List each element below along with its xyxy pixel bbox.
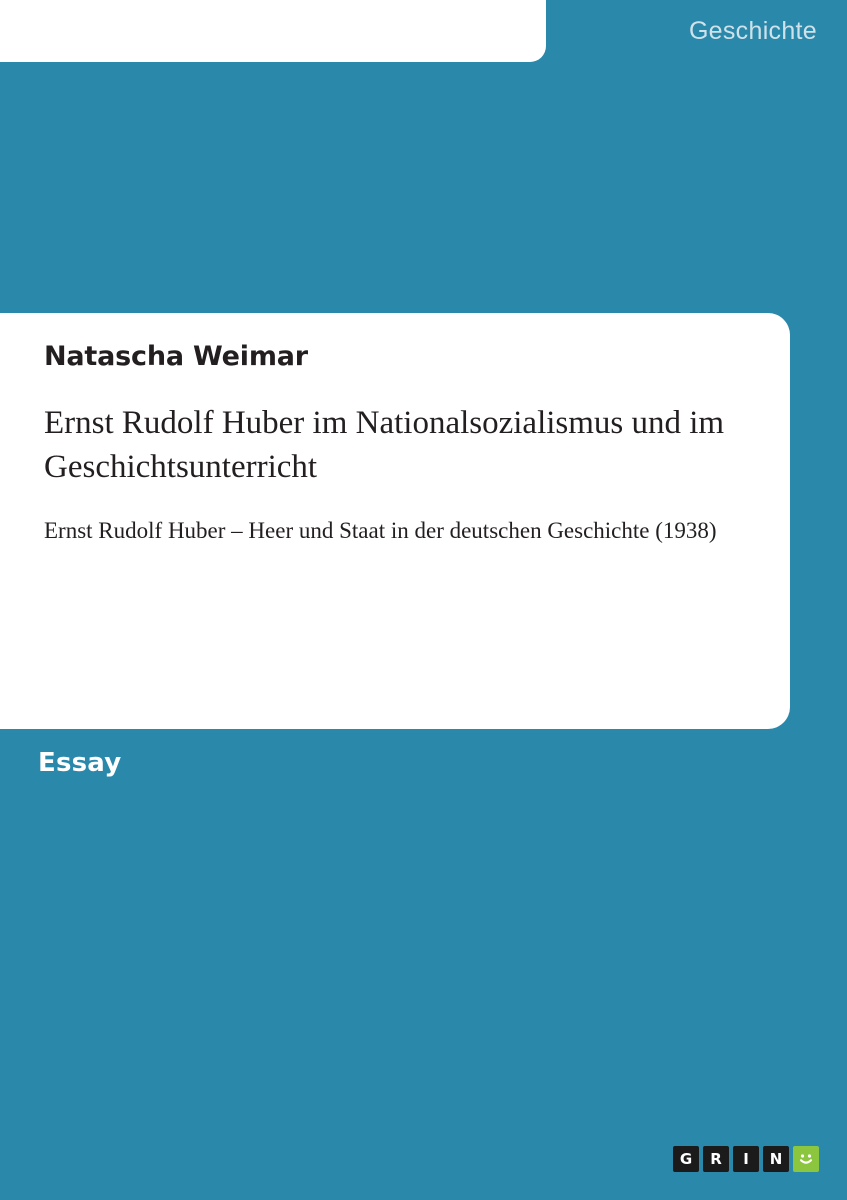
title-card [0,313,790,729]
category-label: Geschichte [688,16,817,45]
logo-letter-r: R [703,1146,729,1172]
author-name: Natascha Weimar [44,341,308,372]
header-white-notch [0,0,546,62]
logo-letter-i: I [733,1146,759,1172]
logo-letter-g: G [673,1146,699,1172]
grin-logo [673,1146,819,1172]
smiley-icon [793,1146,819,1172]
document-type-label: Essay [38,748,122,778]
book-title: Ernst Rudolf Huber im Nationalsozialismus und im Geschichtsunterricht [44,405,725,485]
logo-letter-n: N [763,1146,789,1172]
category-tab [645,0,847,62]
book-subtitle: Ernst Rudolf Huber – Heer und Staat in der deutschen Geschichte (1938) [44,518,717,544]
